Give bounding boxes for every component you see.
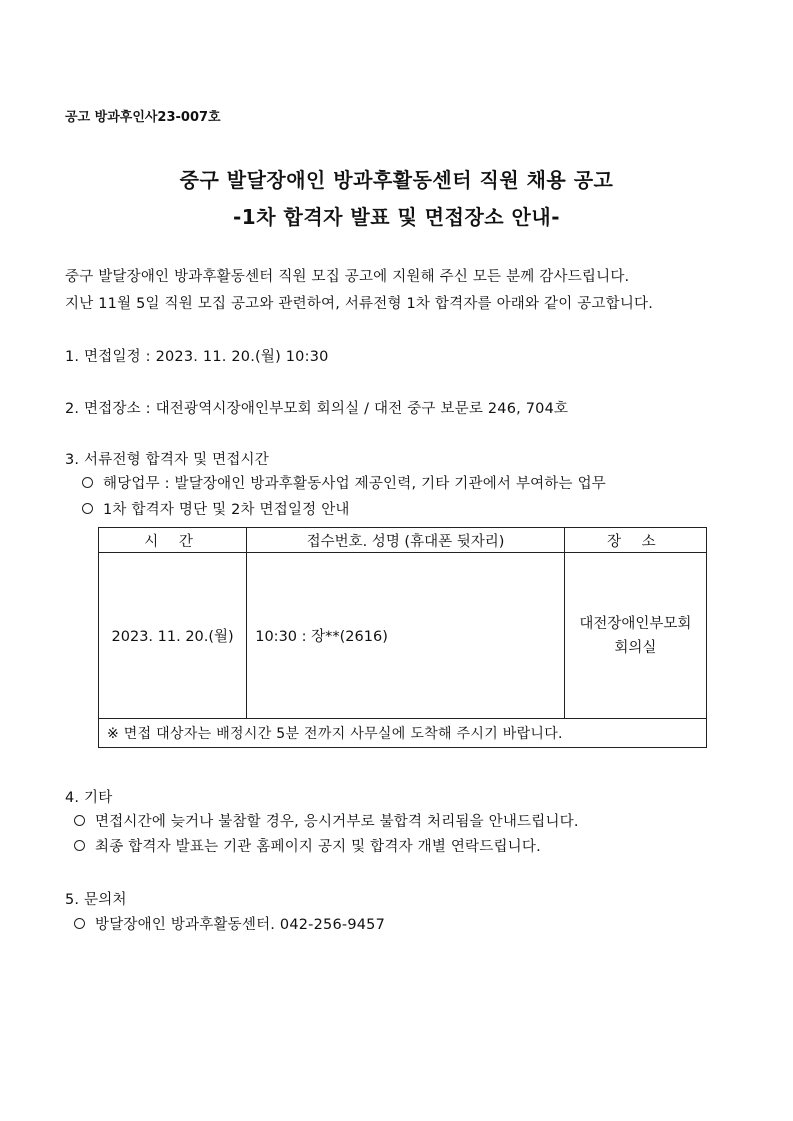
section-4-heading: 4. 기타: [65, 790, 113, 806]
circle-bullet-icon: [74, 918, 85, 929]
intro-line-1: 중구 발달장애인 방과후활동센터 직원 모집 공고에 지원해 주신 모든 분께 감사드립니다.: [65, 269, 630, 285]
cell-time: 2023. 11. 20.(월): [99, 553, 247, 719]
place-line-1: 대전장애인부모회: [579, 615, 692, 632]
place-line-2: 회의실: [614, 639, 657, 656]
list-item: [74, 810, 579, 831]
interview-place: 2. 면접장소 : 대전광역시장애인부모회 회의실 / 대전 중구 보문로 246, 704호: [65, 401, 569, 417]
circle-bullet-icon: [74, 815, 85, 826]
interview-date: 1. 면접일정 : 2023. 11. 20.(월) 10:30: [65, 349, 329, 365]
header-applicant: 접수번호. 성명 (휴대폰 뒷자리): [247, 528, 565, 553]
table-note-row: [99, 719, 707, 748]
contact-text: 방달장애인 방과후활동센터. 042-256-9457: [95, 917, 386, 933]
list-item: [82, 472, 606, 493]
intro-line-2: 지난 11월 5일 직원 모집 공고와 관련하여, 서류전형 1차 합격자를 아래와 같이 공고합니다.: [65, 296, 654, 312]
section-5-heading: 5. 문의처: [65, 892, 127, 908]
document-subtitle: -1차 합격자 발표 및 면접장소 안내-: [233, 205, 560, 229]
header-place: 장 소: [564, 528, 706, 553]
circle-bullet-icon: [74, 840, 85, 851]
bullet-text: 면접시간에 늦거나 불참할 경우, 응시거부로 불합격 처리됨을 안내드립니다.: [95, 814, 579, 830]
header-time: 시 간: [99, 528, 247, 553]
bullet-text: 해당업무 : 발달장애인 방과후활동사업 제공인력, 기타 기관에서 부여하는 업무: [103, 476, 606, 492]
cell-applicant: 10:30 : 장**(2616): [247, 553, 565, 719]
list-item: [74, 913, 385, 934]
cell-place: [564, 553, 706, 719]
table-note: ※ 면접 대상자는 배정시간 5분 전까지 사무실에 도착해 주시기 바랍니다.: [99, 719, 707, 748]
bullet-text: 최종 합격자 발표는 기관 홈페이지 공지 및 합격자 개별 연락드립니다.: [95, 839, 541, 855]
list-item: [74, 835, 541, 856]
table-header-row: [99, 528, 707, 553]
circle-bullet-icon: [82, 503, 93, 514]
document-title: 중구 발달장애인 방과후활동센터 직원 채용 공고: [179, 168, 614, 192]
bullet-text: 1차 합격자 명단 및 2차 면접일정 안내: [103, 502, 350, 518]
section-3-heading: 3. 서류전형 합격자 및 면접시간: [65, 452, 269, 468]
notice-number: 공고 방과후인사23-007호: [65, 110, 221, 125]
table-row: [99, 553, 707, 719]
list-item: [82, 498, 350, 519]
circle-bullet-icon: [82, 477, 93, 488]
interview-schedule-table: [98, 527, 707, 748]
